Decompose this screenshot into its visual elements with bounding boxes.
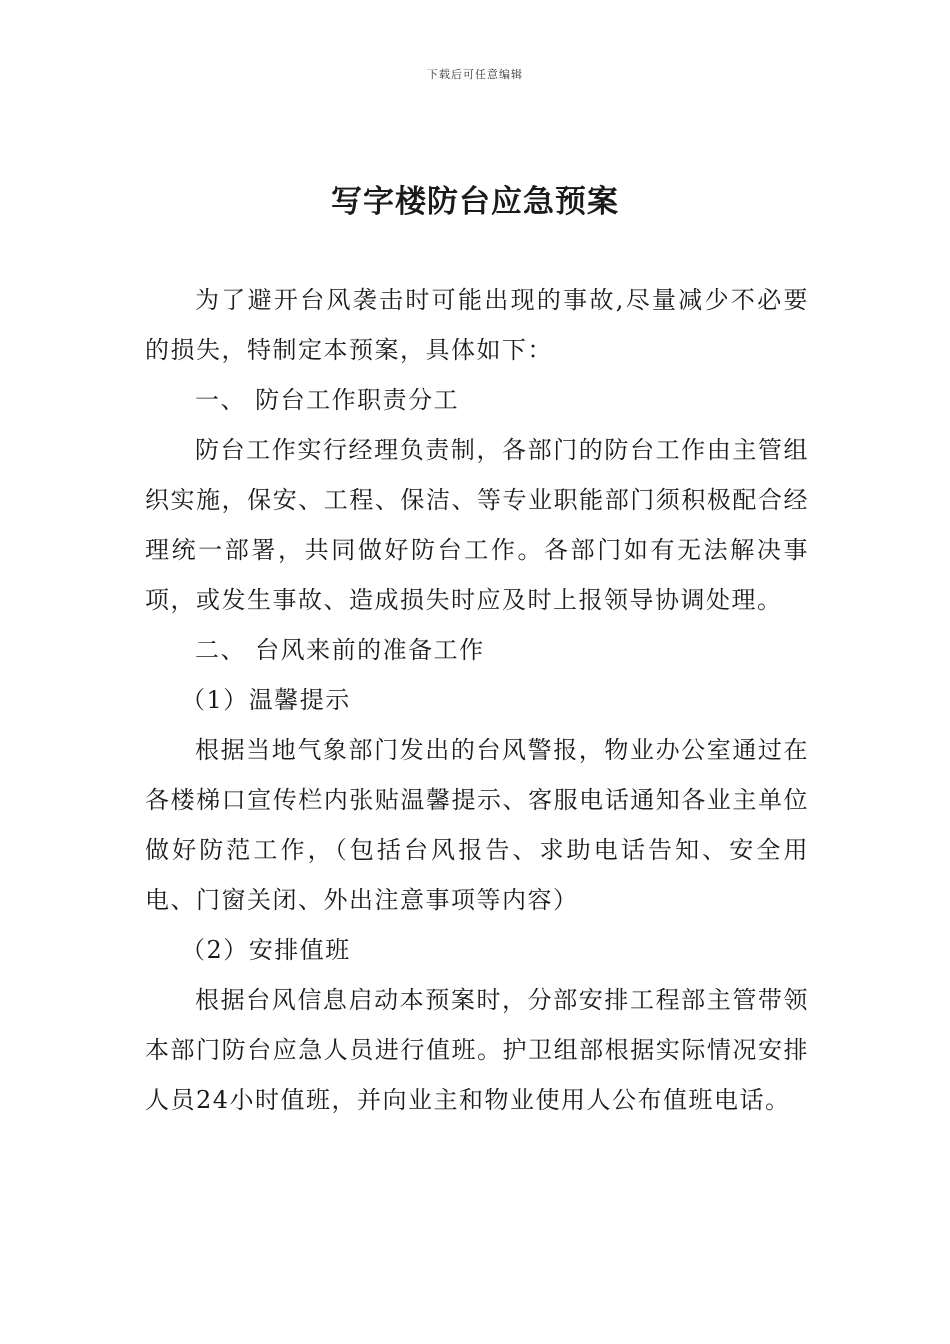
section-heading-1: 一、 防台工作职责分工 [195, 386, 460, 414]
section-heading-2: 二、 台风来前的准备工作 [195, 636, 485, 664]
page-header-note: 下载后可任意编辑 [427, 68, 523, 81]
subsection-1-paragraph: 根据当地气象部门发出的台风警报，物业办公室通过在各楼梯口宣传栏内张贴温馨提示、客服电话通知各业主单位做好防范工作，（包括台风报告、求助电话告知、安全用电、门窗关闭、外出注意事项等内容） [145, 736, 809, 914]
intro-paragraph: 为了避开台风袭击时可能出现的事故,尽量减少不必要的损失，特制定本预案，具体如下： [145, 286, 809, 364]
subsection-heading-2: （2）安排值班 [181, 936, 351, 964]
subsection-heading-1: （1）温馨提示 [181, 686, 351, 714]
document-body [145, 275, 809, 1125]
subsection-2-paragraph: 根据台风信息启动本预案时，分部安排工程部主管带领本部门防台应急人员进行值班。护卫组部根据实际情况安排人员24小时值班，并向业主和物业使用人公布值班电话。 [145, 986, 809, 1114]
section-1-paragraph: 防台工作实行经理负责制，各部门的防台工作由主管组织实施，保安、工程、保洁、等专业职能部门须积极配合经理统一部署，共同做好防台工作。各部门如有无法解决事项，或发生事故、造成损失时应及时上报领导协调处理。 [145, 436, 809, 614]
document-title: 写字楼防台应急预案 [331, 184, 619, 220]
